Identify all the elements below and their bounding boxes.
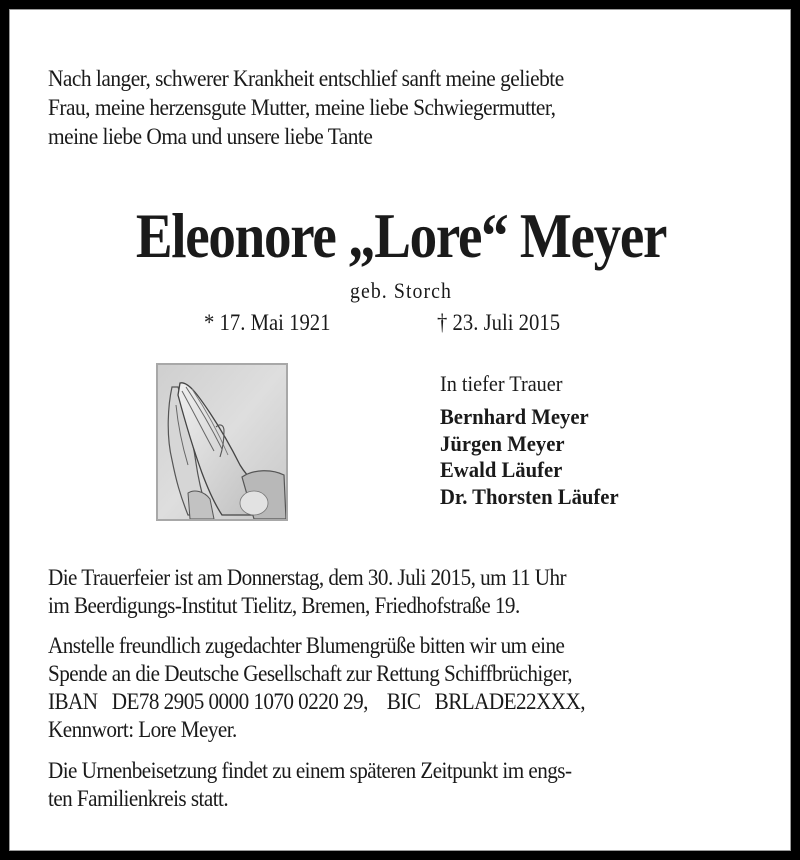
donation-paragraph [48,632,724,744]
donation-line: Spende an die Deutsche Gesellschaft zur Rettung Schiffbrüchiger, [48,661,572,686]
mourner-name: Ewald Läufer [440,457,563,482]
life-dates [10,308,792,338]
deceased-name: Eleonore „Lore“ Meyer [135,200,667,271]
donation-keyword: Kennwort: Lore Meyer. [48,717,237,742]
mourners-caption: In tiefer Trauer [440,371,563,396]
mourner-name: Bernhard Meyer [440,404,589,429]
urn-line: ten Familienkreis statt. [48,786,229,811]
death-date: † 23. Juli 2015 [437,310,561,335]
service-line: im Beerdigungs-Institut Tielitz, Bremen, Friedhofstraße 19. [48,593,520,618]
intro-line: Frau, meine herzensgute Mutter, meine liebe Schwiegermutter, [48,95,556,120]
funeral-service-paragraph [48,564,724,620]
mourners-block [440,370,630,510]
intro-line: Nach langer, schwerer Krankheit entschlief sanft meine geliebte [48,66,564,91]
praying-hands-image [156,363,288,521]
intro-text [48,64,708,151]
mourner-name: Jürgen Meyer [440,430,565,456]
mourner-name: Dr. Thorsten Läufer [440,483,619,509]
donation-line: Anstelle freundlich zugedachter Blumengrüße bitten wir um eine [48,633,565,658]
urn-burial-paragraph [48,757,724,813]
maiden-name: geb. Storch [349,278,453,303]
bic-label: BIC [386,689,421,714]
bic-value: BRLADE22XXX, [434,689,585,714]
iban-label: IBAN [48,689,98,714]
service-line: Die Trauerfeier ist am Donnerstag, dem 30. Juli 2015, um 11 Uhr [48,565,567,590]
urn-line: Die Urnenbeisetzung findet zu einem späteren Zeitpunkt im engs- [48,758,572,783]
birth-date: * 17. Mai 1921 [204,310,331,335]
praying-hands-icon [158,365,286,519]
death-notice [9,9,791,851]
intro-line: meine liebe Oma und unsere liebe Tante [48,124,373,149]
bank-details [48,688,724,716]
iban-value: DE78 2905 0000 1070 0220 29, [111,689,368,714]
